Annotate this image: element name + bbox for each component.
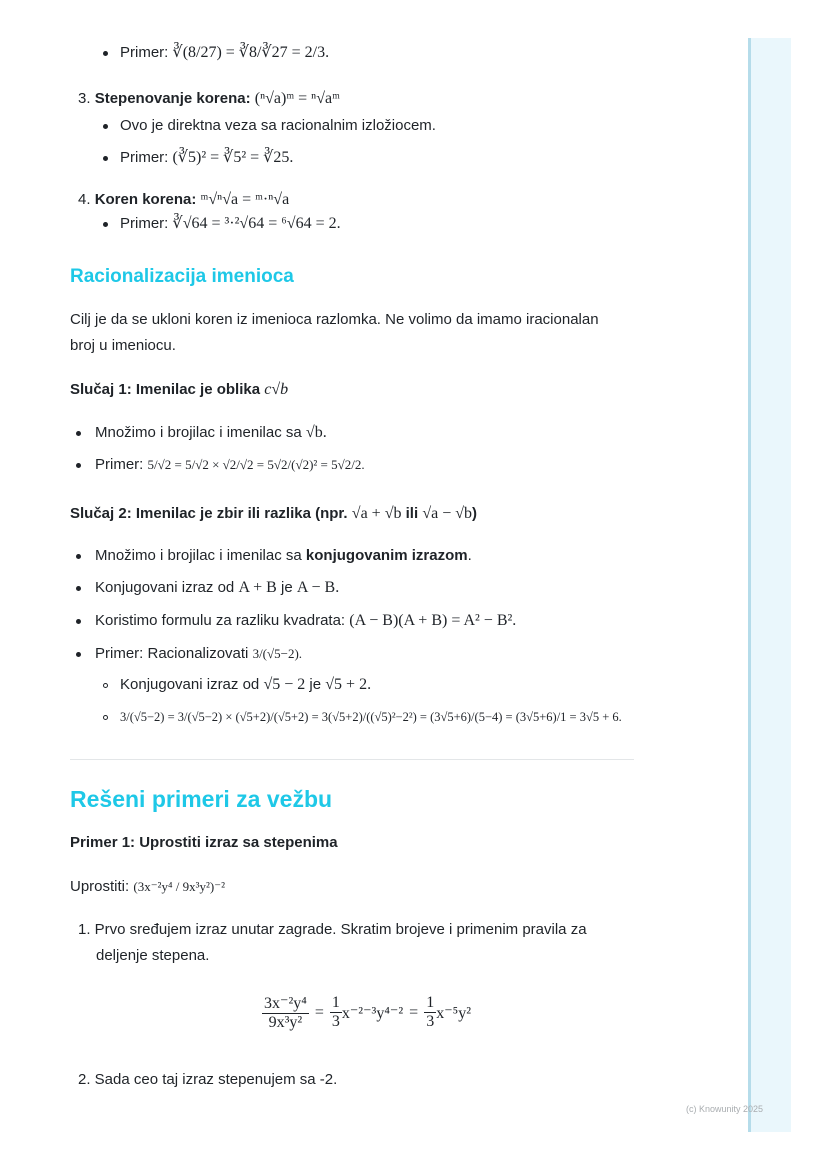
paragraph: Cilj je da se ukloni koren iz imenioca razlomka. Ne volimo da imamo iracionalan [70, 311, 599, 328]
case-2-bullet: Množimo i brojilac i imenilac sa konjugovanim izrazom. [95, 547, 472, 564]
rule-3-note: Ovo je direktna veza sa racionalnim izložiocem. [120, 117, 436, 134]
divider [70, 759, 634, 760]
step-2: 2. Sada ceo taj izraz stepenujem sa -2. [78, 1071, 338, 1088]
bullet [76, 586, 81, 591]
case-2-heading: Slučaj 2: Imenilac je zbir ili razlika (npr. √a + √b ili √a − √b) [70, 505, 477, 522]
case-1-bullet: Množimo i brojilac i imenilac sa √b. [95, 424, 327, 441]
rule-4-example: Primer: ∛√64 = ³·²√64 = ⁶√64 = 2. [120, 215, 341, 232]
case-1-example: Primer: 5/√2 = 5/√2 × √2/√2 = 5√2/(√2)² = 5√2/2. [95, 456, 365, 473]
simplify-line: Uprostiti: (3x⁻²y⁴ / 9x³y²)⁻² [70, 878, 225, 895]
sub-bullet [103, 683, 108, 688]
section-heading: Racionalizacija imenioca [70, 266, 294, 287]
case-2-sub: Konjugovani izraz od √5 − 2 je √5 + 2. [120, 676, 372, 693]
paragraph: broj u imeniocu. [70, 337, 176, 354]
example-cube-root-fraction: Primer: ∛(8/27) = ∛8/∛27 = 2/3. [120, 44, 330, 61]
display-equation: $\frac{\text{3x⁻²y⁴}}{\text{9x³y²}}$ = $\frac{1}{3}$ x⁻²⁻³y⁴⁻² = $\frac{1}{3}$ x⁻⁵y² [264, 994, 472, 1031]
rule-3: 3. Stepenovanje korena: (ⁿ√a)ᵐ = ⁿ√aᵐ [78, 90, 340, 107]
bullet [76, 652, 81, 657]
bullet [103, 51, 108, 56]
rule-3-example: Primer: (∛5)² = ∛5² = ∛25. [120, 149, 294, 166]
bullet [76, 431, 81, 436]
case-1-heading: Slučaj 1: Imenilac je oblika c√b [70, 381, 289, 398]
example-heading: Primer 1: Uprostiti izraz sa stepenima [70, 834, 338, 851]
case-2-example: Primer: Racionalizovati 3/(√5−2). [95, 645, 303, 662]
sub-bullet [103, 715, 108, 720]
case-2-sub: 3/(√5−2) = 3/(√5−2) × (√5+2)/(√5+2) = 3(√5+2)/((√5)²−2²) = (3√5+6)/(5−4) = (3√5+6)/1 = 3√5 + 6. [120, 710, 622, 724]
case-2-bullet: Koristimo formulu za razliku kvadrata: (A − B)(A + B) = A² − B². [95, 612, 517, 629]
bullet [76, 554, 81, 559]
copyright: (c) Knowunity 2025 [686, 1104, 764, 1114]
case-2-bullet: Konjugovani izraz od A + B je A − B. [95, 579, 340, 596]
rule-4: 4. Koren korena: ᵐ√ⁿ√a = ᵐ·ⁿ√a [78, 191, 290, 208]
step-1-cont: deljenje stepena. [96, 947, 210, 964]
bullet [103, 156, 108, 161]
section-heading: Rešeni primeri za vežbu [70, 786, 333, 812]
bullet [103, 124, 108, 129]
bullet [103, 222, 108, 227]
bullet [76, 619, 81, 624]
bullet [76, 463, 81, 468]
step-1: 1. Prvo sređujem izraz unutar zagrade. Skratim brojeve i primenim pravila za [78, 921, 587, 938]
side-panel [748, 38, 791, 1132]
